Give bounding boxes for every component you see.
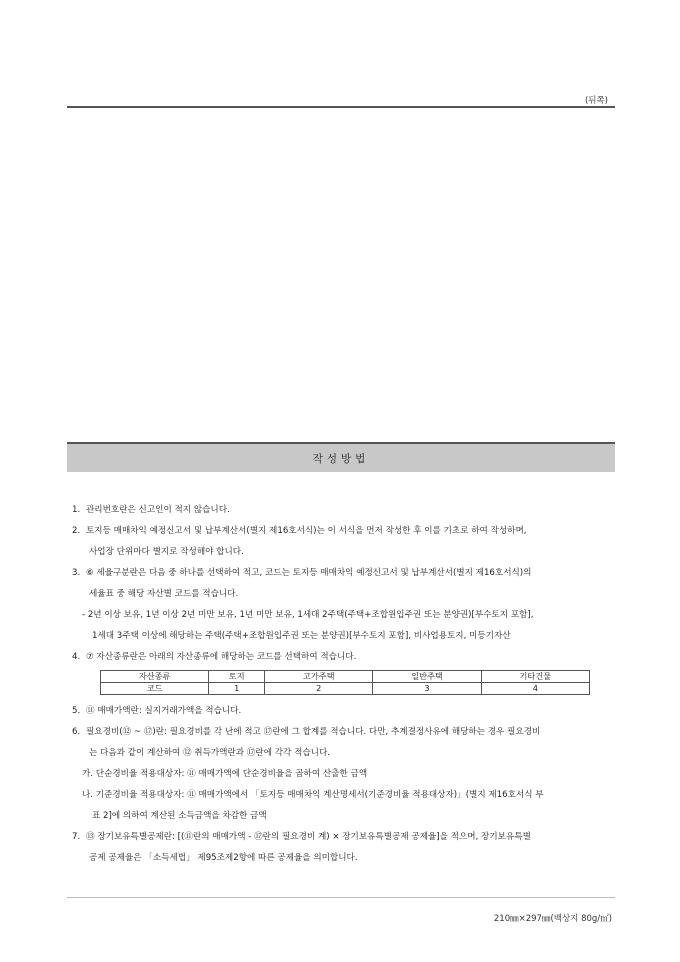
instruction-item-7 [72,827,612,869]
table-cell: 토지 [209,671,265,683]
item-number: 6. [72,727,81,737]
item-text: ⑬ 장기보유특별공제란: [(⑪란의 매매가액 - ⑰란의 필요경비 계) × 장기보유특별공제 공제율]을 적으며, 장기보유특별 [86,832,531,842]
instruction-item-6 [72,722,612,827]
item-text: 토지등 매매차익 예정신고서 및 납부계산서(별지 제16호서식)는 이 서식을 먼저 작성한 후 이를 기초로 하여 작성하며, [86,526,527,536]
item-text: 관리번호란은 신고인이 적지 않습니다. [86,505,230,515]
table-row [101,683,590,695]
item-text-continued: 세율표 중 해당 자산별 코드를 적습니다. [89,589,239,599]
table-cell: 4 [481,683,589,695]
item-sub-text: - 2년 이상 보유, 1년 이상 2년 미만 보유, 1년 미만 보유, 1세대 2주택(주택+조합원입주권 또는 분양권)[부수토지 포함], [82,610,534,620]
item-sub-na-continued: 표 2]에 의하여 계산된 소득금액을 차감한 금액 [92,811,267,821]
table-header-row [101,671,590,683]
item-number: 3. [72,568,81,578]
instruction-item-4 [72,647,612,695]
footer-paper-spec: 210㎜×297㎜(백상지 80g/㎡) [493,914,612,924]
table-cell: 3 [373,683,481,695]
table-cell: 고가주택 [265,671,373,683]
item-number: 1. [72,505,81,515]
section-header [67,442,615,472]
item-sub-text-continued: 1세대 3주택 이상에 해당하는 주택(주택+조합원입주권 또는 분양권)[부수토지 포함], 비사업용토지, 미등기자산 [92,631,511,641]
table-cell: 자산종류 [101,671,209,683]
item-sub-na: 나. 기준경비율 적용대상자: ⑪ 매매가액에서 「토지등 매매차익 계산명세서(기준경비율 적용대상자)」(별지 제16호서식 부 [82,790,544,800]
instruction-item-5 [72,701,612,722]
table-cell: 코드 [101,683,209,695]
item-number: 5. [72,706,81,716]
item-text: ⑥ 세율구분란은 다음 중 하나를 선택하여 적고, 코드는 토지등 매매차익 예정신고서 및 납부계산서(별지 제16호서식)의 [86,568,532,578]
page-label: (뒤쪽) [584,96,608,106]
bottom-divider [67,897,615,898]
section-title: 작성방법 [312,452,370,465]
instruction-item-1 [72,500,612,521]
table-cell: 2 [265,683,373,695]
instruction-item-2 [72,521,612,563]
item-text-continued: 공제 공제율은 「소득세법」 제95조제2항에 따른 공제율을 의미합니다. [89,853,358,863]
item-number: 2. [72,526,81,536]
item-text: ⑪ 매매가액란: 실지거래가액을 적습니다. [86,706,242,716]
table-cell: 기타건물 [481,671,589,683]
table-cell: 일반주택 [373,671,481,683]
item-text: ⑦ 자산종류란은 아래의 자산종류에 해당하는 코드를 선택하여 적습니다. [86,652,357,662]
item-number: 4. [72,652,81,662]
instruction-item-3 [72,563,612,647]
item-text: 필요경비(⑫ ~ ⑰)란: 필요경비를 각 난에 적고 ⑰란에 그 합계를 적습니다. 다만, 추계결정사유에 해당하는 경우 필요경비 [86,727,541,737]
item-text-continued: 사업장 단위마다 별지로 작성해야 합니다. [89,547,244,557]
item-number: 7. [72,832,81,842]
table-cell: 1 [209,683,265,695]
top-divider [67,106,615,108]
instructions-list [72,500,612,869]
item-sub-ga: 가. 단순경비율 적용대상자: ⑪ 매매가액에 단순경비율을 곱하여 산출한 금액 [82,769,368,779]
item-text-continued: 는 다음과 같이 계산하여 ⑫ 취득가액란과 ⑰란에 각각 적습니다. [89,748,331,758]
asset-type-table [100,670,590,695]
